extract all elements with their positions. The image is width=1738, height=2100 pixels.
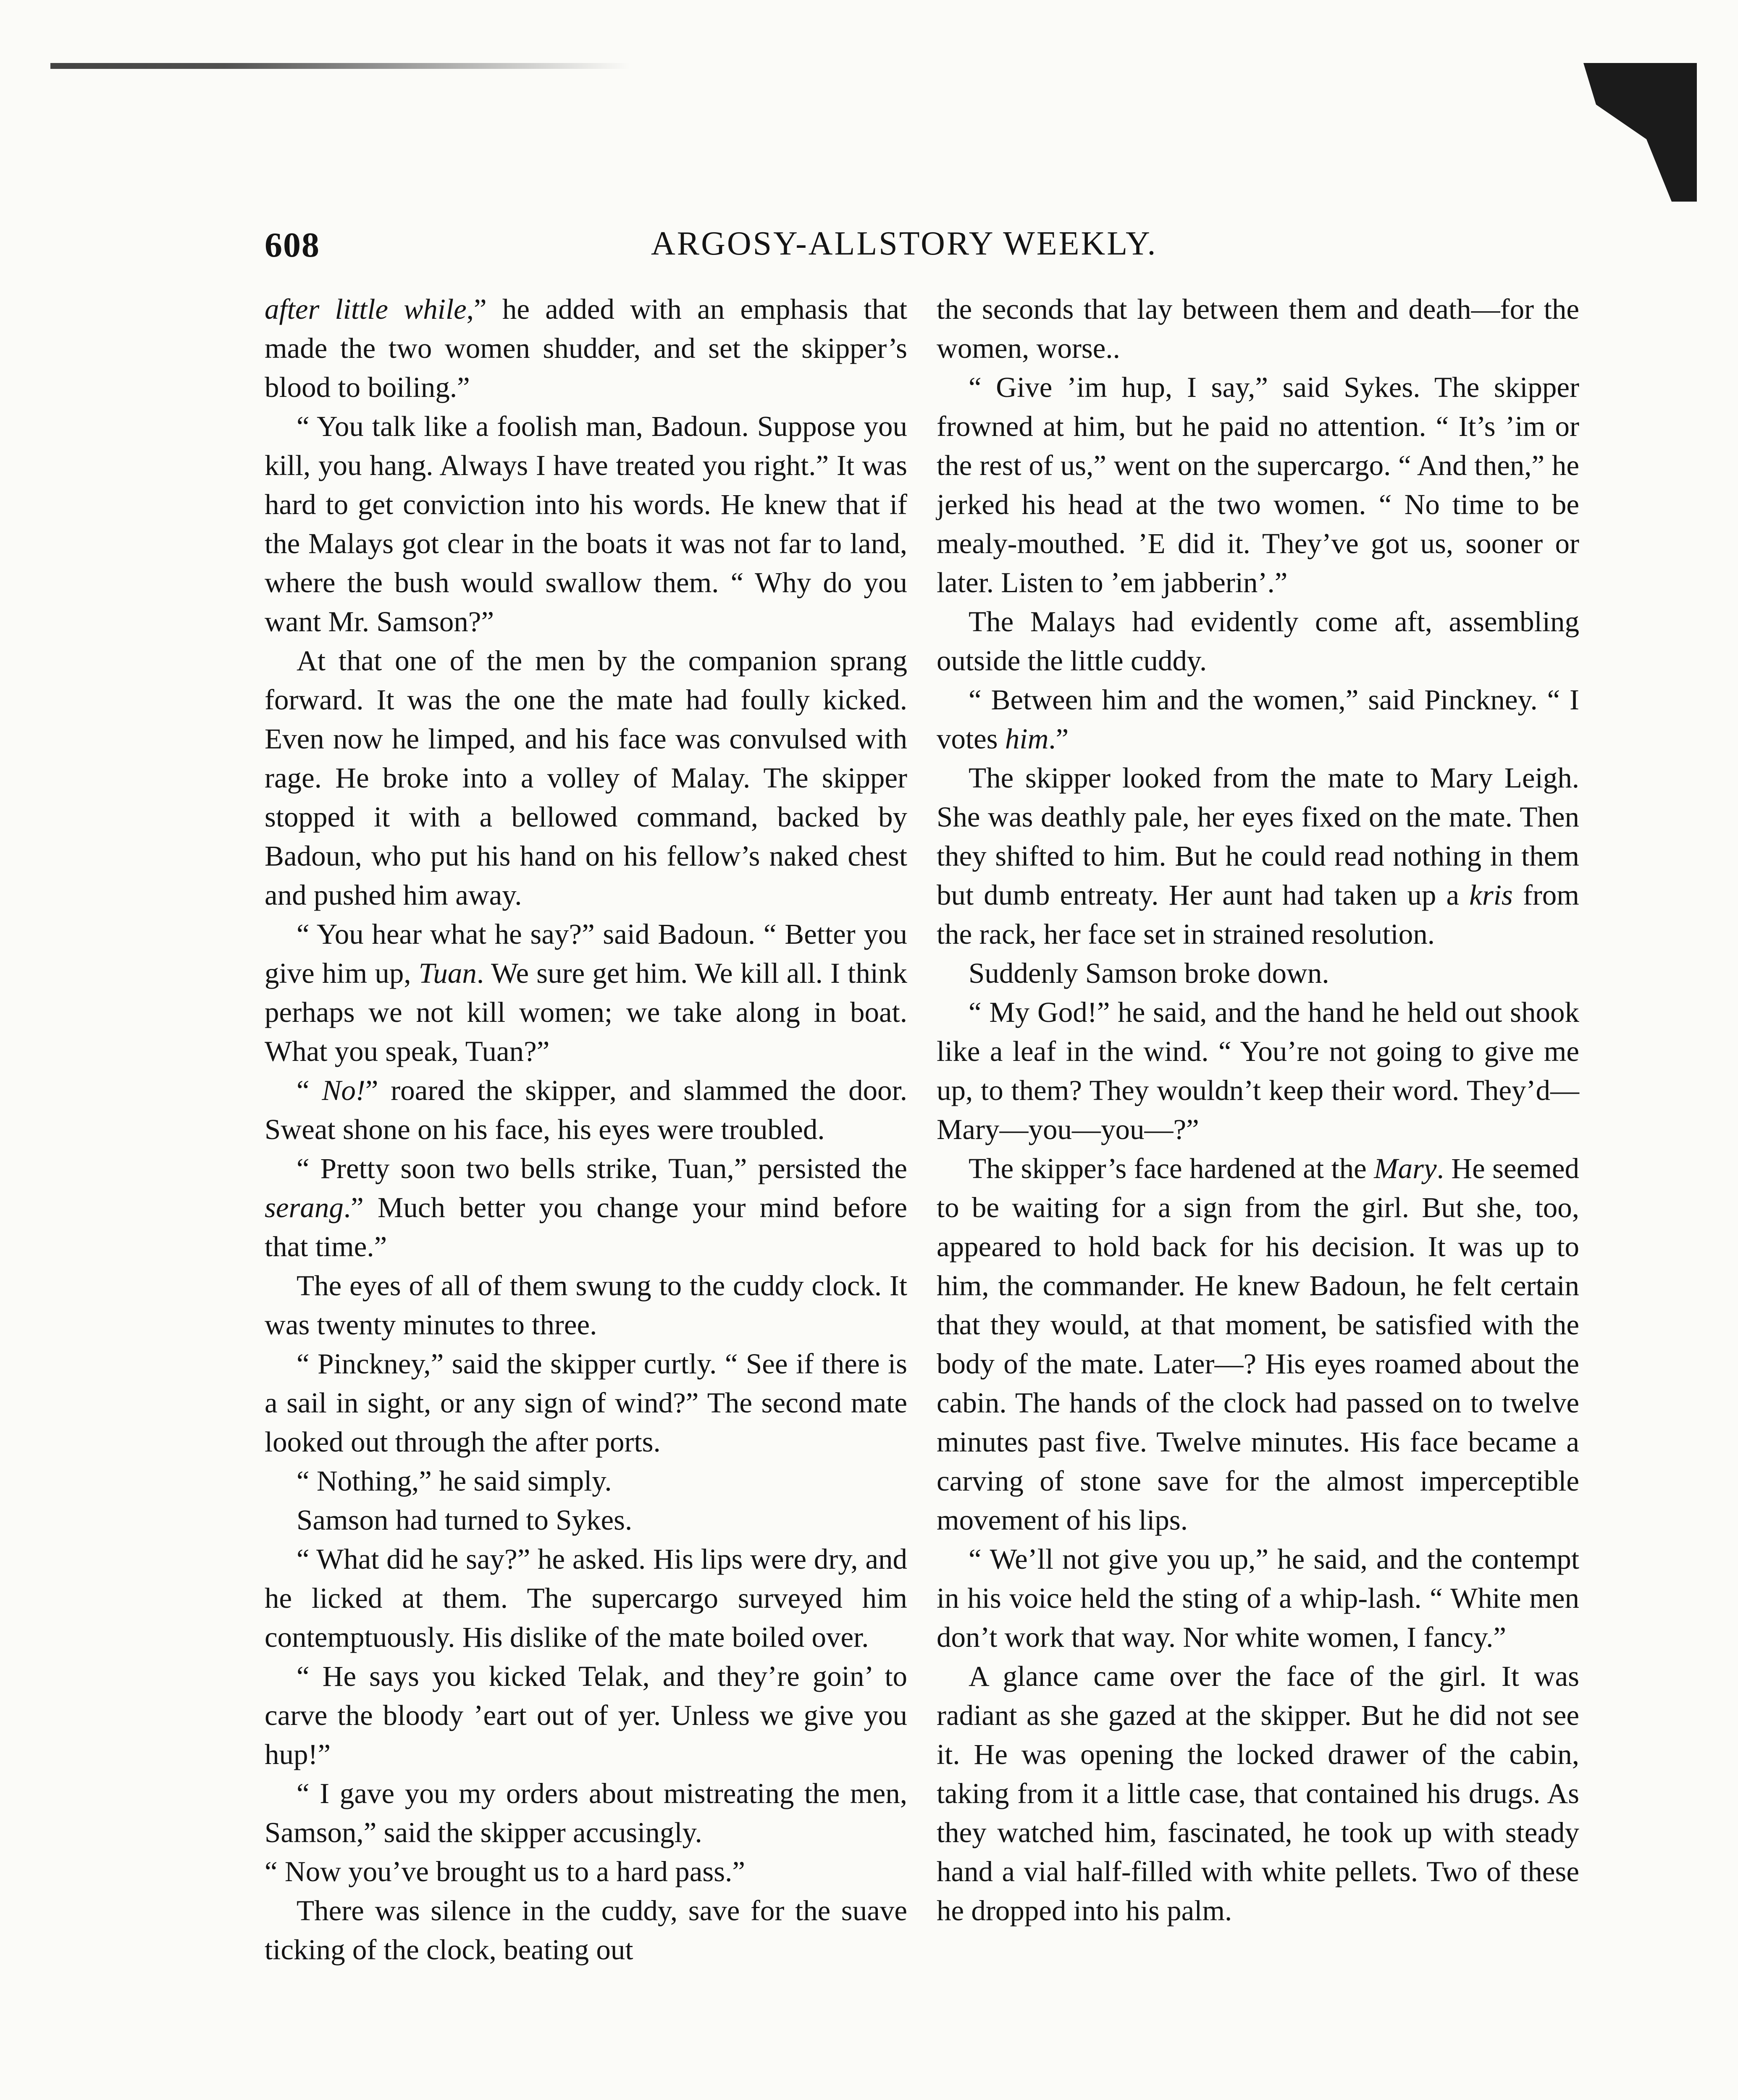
paragraph: The eyes of all of them swung to the cuddy clock. It was twenty minutes to three.: [265, 1270, 907, 1341]
paragraph: “ He says you kicked Telak, and they’re goin’ to carve the bloody ’eart out of yer. Unless we give you hup!”: [265, 1660, 907, 1770]
paragraph: “ Nothing,” he said simply.: [297, 1465, 612, 1497]
paragraph: “ My God!” he said, and the hand he held out shook like a leaf in the wind. “ You’re not going to give me up, to them? They wouldn’t keep their word. They’d—Mary—you—you—?”: [937, 996, 1579, 1145]
text-column-left: [265, 290, 907, 1969]
paragraph: the seconds that lay between them and death—for the women, worse..: [937, 293, 1579, 364]
paragraph: There was silence in the cuddy, save for the suave ticking of the clock, beating out: [265, 1895, 907, 1966]
paragraph: “ I gave you my orders about mistreating the men, Samson,” said the skipper accusingly.: [265, 1777, 907, 1848]
paragraph: The skipper’s face hardened at the Mary. He seemed to be waiting for a sign from the girl. But she, too, appeared to hold back for his decision. It was up to him, the commander. He knew Badoun, he felt certain that they would, at that moment, be satisfied with the body of the mate. Later—? His eyes roamed about the cabin. The hands of the clock had passed on to twelve minutes past five. Twelve minutes. His face became a carving of stone save for the almost imperceptible movement of his lips.: [937, 1152, 1579, 1536]
running-title: ARGOSY-ALLSTORY WEEKLY.: [651, 225, 1158, 262]
paragraph: “ Now you’ve brought us to a hard pass.”: [265, 1856, 745, 1887]
paragraph: Samson had turned to Sykes.: [297, 1504, 633, 1536]
paragraph: The skipper looked from the mate to Mary Leigh. She was deathly pale, her eyes fixed on the mate. Then they shifted to him. But he could read nothing in them but dumb entreaty. Her aunt had taken up a kris from the rack, her face set in strained resolution.: [937, 762, 1579, 950]
paragraph: “ Pretty soon two bells strike, Tuan,” persisted the serang.” Much better you change your mind before that time.”: [265, 1152, 907, 1263]
page-header: [260, 225, 1201, 271]
paragraph: Suddenly Samson broke down.: [969, 957, 1329, 989]
page-number: 608: [265, 226, 320, 265]
scan-edge-artifact: [50, 63, 630, 69]
paragraph: A glance came over the face of the girl. It was radiant as she gazed at the skipper. But he did not see it. He was opening the locked drawer of the cabin, taking from it a little case, that contained his drugs. As they watched him, fascinated, he took up with steady hand a vial half-filled with white pellets. Two of these he dropped into his palm.: [937, 1660, 1579, 1927]
paragraph: “ You hear what he say?” said Badoun. “ Better you give him up, Tuan. We sure get him. We kill all. I think perhaps we not kill women; we take along in boat. What you speak, Tuan?”: [265, 918, 907, 1067]
paragraph: “ We’ll not give you up,” he said, and the contempt in his voice held the sting of a whip-lash. “ White men don’t work that way. Nor white women, I fancy.”: [937, 1543, 1579, 1653]
paragraph: At that one of the men by the companion sprang forward. It was the one the mate had foully kicked. Even now he limped, and his face was convulsed with rage. He broke into a volley of Malay. The skipper stopped it with a bellowed command, backed by Badoun, who put his hand on his fellow’s naked chest and pushed him away.: [265, 645, 907, 911]
paragraph: “ Give ’im hup, I say,” said Sykes. The skipper frowned at him, but he paid no attention. “ It’s ’im or the rest of us,” went on the supercargo. “ And then,” he jerked his head at the two women. “ No time to be mealy-mouthed. ’E did it. They’ve got us, sooner or later. Listen to ’em jabberin’.”: [937, 371, 1579, 598]
paragraph: “ What did he say?” he asked. His lips were dry, and he licked at them. The supercargo surveyed him contemptuously. His dislike of the mate boiled over.: [265, 1543, 907, 1653]
scan-corner-artifact: [1571, 63, 1697, 202]
paragraph: “ No!” roared the skipper, and slammed the door. Sweat shone on his face, his eyes were troubled.: [265, 1074, 907, 1145]
paragraph: after little while,” he added with an emphasis that made the two women shudder, and set the skipper’s blood to boiling.”: [265, 293, 907, 403]
paragraph: “ Pinckney,” said the skipper curtly. “ See if there is a sail in sight, or any sign of wind?” The second mate looked out through the after ports.: [265, 1348, 907, 1458]
paragraph: The Malays had evidently come aft, assembling outside the little cuddy.: [937, 606, 1579, 677]
paragraph: “ Between him and the women,” said Pinckney. “ I votes him.”: [937, 684, 1579, 755]
paragraph: “ You talk like a foolish man, Badoun. Suppose you kill, you hang. Always I have treated you right.” It was hard to get conviction into his words. He knew that if the Malays got clear in the boats it was not far to land, where the bush would swallow them. “ Why do you want Mr. Samson?”: [265, 410, 907, 638]
text-column-right: [937, 290, 1579, 1930]
